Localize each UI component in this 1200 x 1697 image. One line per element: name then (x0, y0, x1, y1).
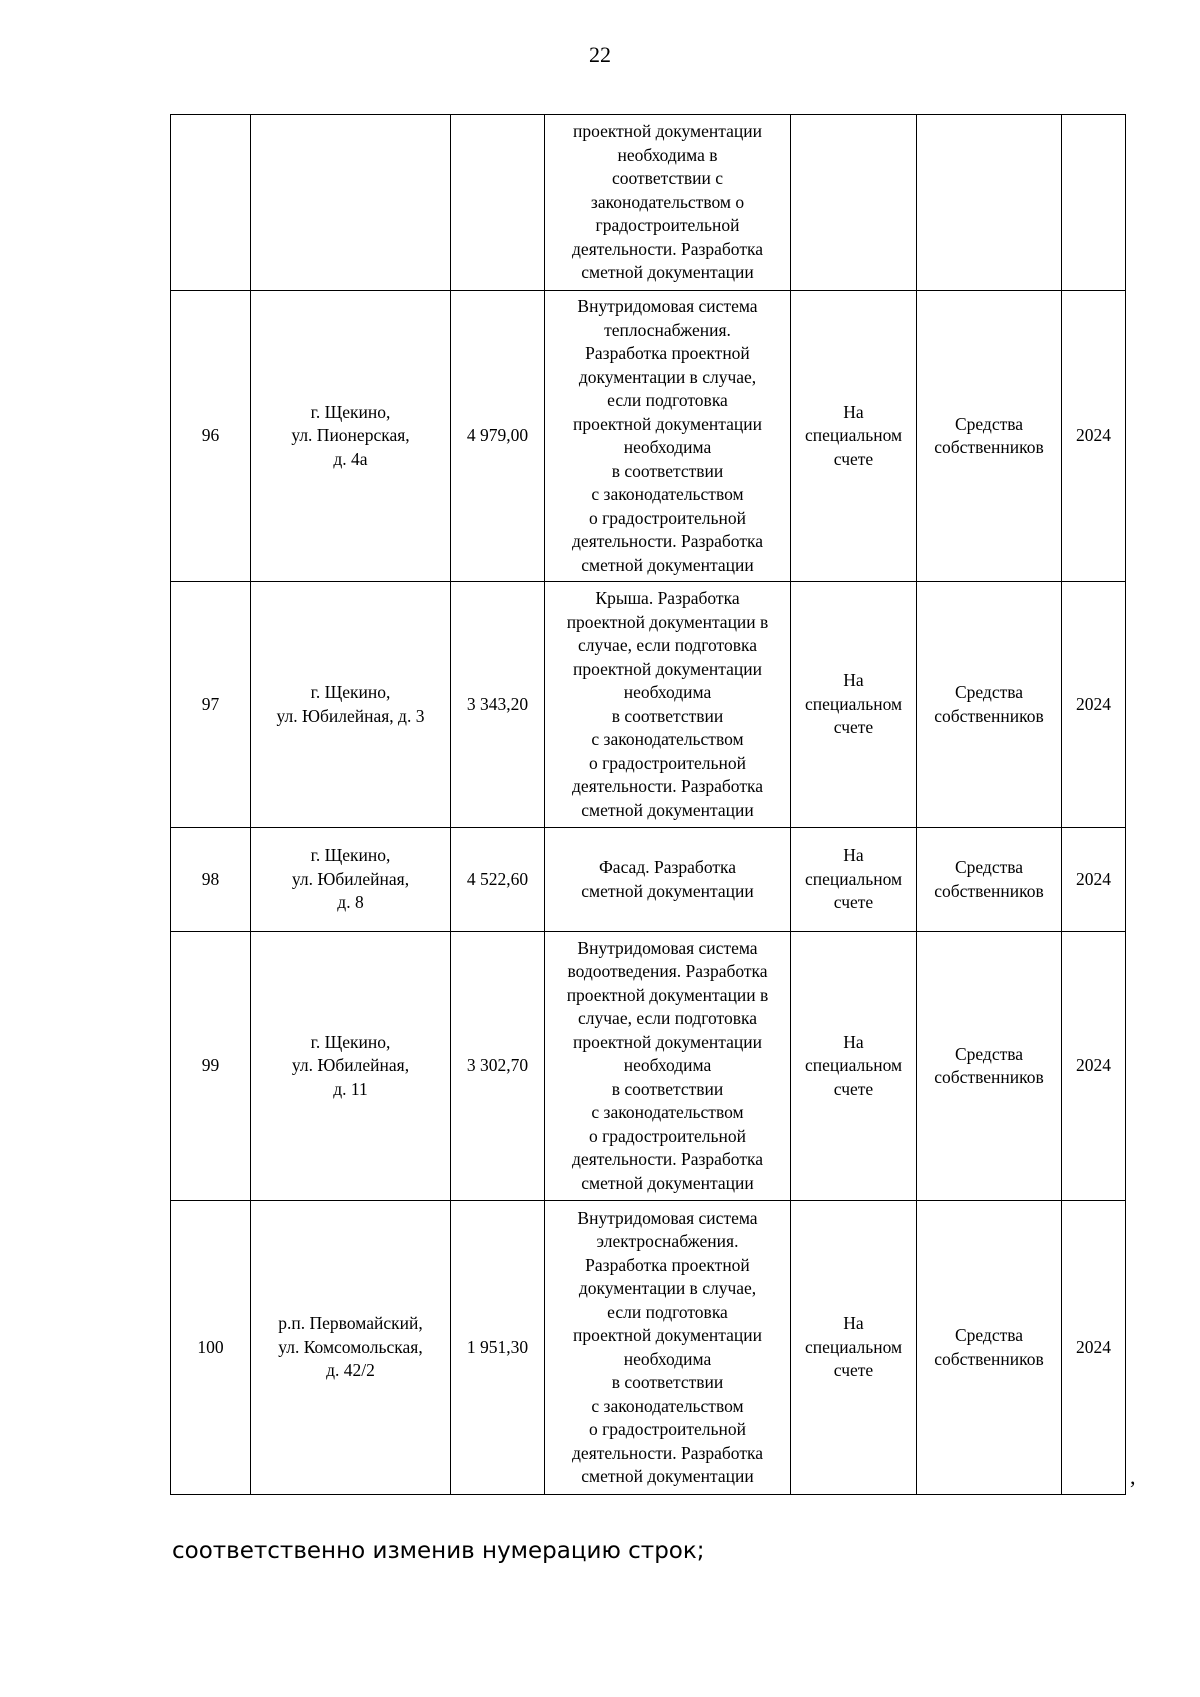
source-line: Средства (954, 682, 1024, 702)
table-row (171, 932, 1126, 1201)
work-type-cell (545, 1201, 791, 1495)
work-type-cell (545, 828, 791, 932)
work-line: проектной документации (573, 1031, 762, 1052)
work-line: сметной документации (581, 1172, 754, 1193)
table-row (171, 291, 1126, 582)
page-number: 22 (589, 42, 611, 67)
row-number-cell: 98 (171, 828, 251, 932)
funding-source-cell (917, 115, 1062, 291)
funding-source-cell (917, 828, 1062, 932)
source-line: Средства (954, 857, 1024, 877)
work-line: с законодательством (591, 729, 744, 749)
funding-source-cell (917, 932, 1062, 1201)
address-cell (251, 291, 451, 582)
year-cell: 2024 (1062, 291, 1126, 582)
method-line: счете (833, 717, 874, 738)
work-line: проектной документации (573, 413, 762, 434)
work-line: Внутридомовая система (577, 1207, 758, 1228)
area-cell: 3 302,70 (451, 932, 545, 1201)
work-line: электроснабжения. (596, 1231, 739, 1251)
address-cell (251, 828, 451, 932)
work-line: о градостроительной (588, 752, 746, 773)
source-line: собственников (934, 705, 1044, 726)
work-type-cell (545, 582, 791, 828)
method-line: На (843, 401, 864, 422)
row-number-cell: 99 (171, 932, 251, 1201)
work-type-cell (545, 115, 791, 291)
table-row (171, 828, 1126, 932)
address-line: г. Щекино, (310, 1031, 391, 1052)
work-line: Разработка проектной (585, 1254, 750, 1275)
address-line: ул. Юбилейная, (291, 868, 410, 889)
address-cell (251, 582, 451, 828)
work-line: необходима (623, 437, 712, 457)
year-cell: 2024 (1062, 1201, 1126, 1495)
row-number-cell (171, 115, 251, 291)
address-line: д. 11 (333, 1078, 368, 1099)
work-type-cell (545, 291, 791, 582)
address-cell (251, 1201, 451, 1495)
work-line: Внутридомовая система (577, 937, 758, 958)
work-line: о градостроительной (588, 1125, 746, 1146)
work-line: деятельности. Разработка (572, 776, 763, 796)
source-line: Средства (954, 413, 1024, 434)
area-cell: 3 343,20 (451, 582, 545, 828)
address-line: ул. Комсомольская, (278, 1336, 423, 1357)
work-line: о градостроительной (588, 1419, 746, 1439)
work-line: деятельности. Разработка (572, 1149, 763, 1170)
work-line: проектной документации в (566, 984, 769, 1005)
work-line: деятельности. Разработка (572, 238, 763, 259)
work-line: Внутридомовая система (577, 296, 758, 316)
work-line: теплоснабжения. (604, 319, 731, 340)
row-number-cell: 97 (171, 582, 251, 828)
source-line: собственников (934, 880, 1044, 901)
work-line: документации в случае, (578, 1278, 757, 1298)
address-line: ул. Юбилейная, (291, 1055, 410, 1076)
method-line: На (843, 845, 864, 866)
address-line: д. 8 (337, 892, 364, 913)
funding-source-cell (917, 582, 1062, 828)
address-line: ул. Пионерская, (291, 425, 410, 446)
year-cell: 2024 (1062, 932, 1126, 1201)
table-row (171, 1201, 1126, 1495)
funding-method-cell (791, 291, 917, 582)
method-line: специальном (804, 1336, 903, 1357)
method-line: счете (833, 1078, 874, 1099)
address-line: г. Щекино, (310, 401, 391, 422)
work-line: Разработка проектной (585, 343, 750, 363)
address-line: д. 4а (333, 448, 368, 469)
method-line: специальном (804, 693, 903, 714)
area-cell: 4 979,00 (451, 291, 545, 582)
area-cell: 1 951,30 (451, 1201, 545, 1495)
source-line: Средства (954, 1043, 1024, 1064)
capital-repair-table (170, 114, 1126, 1495)
work-line: с законодательством (591, 1102, 744, 1123)
work-type-cell (545, 932, 791, 1201)
method-line: специальном (804, 868, 903, 889)
trailing-comma: , (1130, 1464, 1136, 1489)
work-line: необходима (623, 1055, 712, 1076)
source-line: собственников (934, 1067, 1044, 1087)
address-line: г. Щекино, (310, 682, 391, 702)
work-line: водоотведения. Разработка (567, 961, 768, 982)
source-line: Средства (954, 1325, 1024, 1345)
source-line: собственников (934, 1348, 1044, 1369)
address-cell (251, 115, 451, 291)
work-line: Фасад. Разработка (598, 857, 736, 877)
funding-source-cell (917, 1201, 1062, 1495)
address-line: ул. Юбилейная, д. 3 (276, 705, 425, 726)
method-line: счете (833, 892, 874, 913)
work-line: необходима (623, 682, 712, 702)
work-line: с законодательством (591, 484, 744, 504)
work-line: соответствии с (611, 168, 724, 189)
work-line: случае, если подготовка (578, 635, 757, 655)
address-line: г. Щекино, (310, 845, 391, 866)
work-line: сметной документации (581, 880, 754, 901)
work-line: если подготовка (607, 390, 728, 410)
area-cell: 4 522,60 (451, 828, 545, 932)
work-line: законодательством о (590, 191, 745, 212)
work-line: деятельности. Разработка (572, 1442, 763, 1463)
work-line: документации в случае, (578, 366, 757, 387)
address-line: р.п. Первомайский, (278, 1313, 423, 1334)
work-line: сметной документации (581, 1466, 754, 1486)
work-line: если подготовка (607, 1301, 728, 1322)
work-line: Крыша. Разработка (595, 588, 740, 608)
work-line: проектной документации (573, 121, 762, 142)
work-line: с законодательством (591, 1395, 744, 1416)
funding-method-cell (791, 115, 917, 291)
funding-method-cell (791, 828, 917, 932)
work-line: сметной документации (581, 554, 754, 575)
year-cell: 2024 (1062, 828, 1126, 932)
year-cell (1062, 115, 1126, 291)
year-cell: 2024 (1062, 582, 1126, 828)
work-line: в соответствии (611, 460, 724, 481)
work-line: о градостроительной (588, 507, 746, 528)
method-line: счете (833, 1360, 874, 1381)
work-line: в соответствии (611, 705, 724, 726)
method-line: На (843, 1313, 864, 1334)
method-line: На (843, 1031, 864, 1052)
work-line: необходима (623, 1348, 712, 1369)
work-line: сметной документации (581, 262, 754, 283)
work-line: градостроительной (595, 215, 740, 236)
method-line: На (843, 670, 864, 691)
source-line: собственников (934, 437, 1044, 457)
funding-method-cell (791, 1201, 917, 1495)
funding-method-cell (791, 932, 917, 1201)
table-row (171, 115, 1126, 291)
table-row (171, 582, 1126, 828)
row-number-cell: 100 (171, 1201, 251, 1495)
work-line: необходима в (617, 144, 718, 165)
method-line: специальном (804, 425, 903, 446)
address-cell (251, 932, 451, 1201)
work-line: деятельности. Разработка (572, 531, 763, 551)
work-line: в соответствии (611, 1372, 724, 1392)
funding-method-cell (791, 582, 917, 828)
row-number-cell: 96 (171, 291, 251, 582)
work-line: проектной документации в (566, 611, 769, 632)
area-cell (451, 115, 545, 291)
footer-text: соответственно изменив нумерацию строк; (172, 1538, 705, 1564)
work-line: случае, если подготовка (578, 1008, 757, 1029)
method-line: специальном (804, 1055, 903, 1076)
work-line: проектной документации (573, 1325, 762, 1345)
work-line: сметной документации (581, 799, 754, 820)
table-body (171, 115, 1126, 1495)
address-line: д. 42/2 (326, 1360, 375, 1381)
method-line: счете (833, 448, 874, 469)
work-line: проектной документации (573, 658, 762, 679)
funding-source-cell (917, 291, 1062, 582)
work-line: в соответствии (611, 1078, 724, 1099)
